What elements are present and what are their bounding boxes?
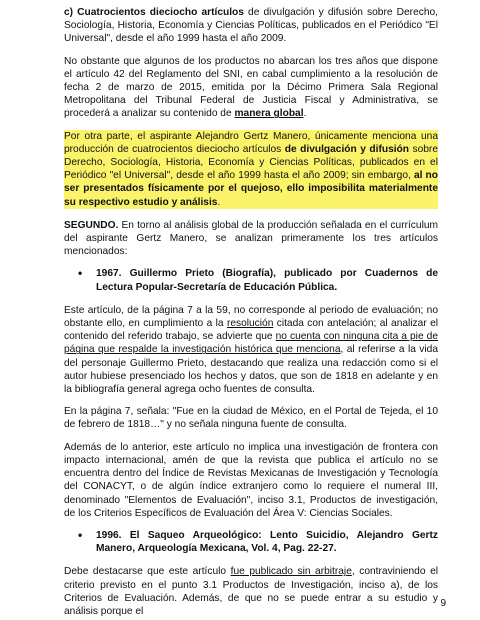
paragraph-additionally: Además de lo anterior, este artículo no implica una investigación de frontera con impacto internacional, amén de que la revista que publica el artículo no se encuentra dentro del Índice de Revistas Mexicanas de Investigación y Tecnología del CONACYT, o de algún índice extranjero como lo requiere el numeral III, denominado "Elementos de Evaluación", inciso 3.1, Productos de investigación, de los Criterios Específicos de Evaluación del Área V: Ciencias Sociales.: [64, 441, 438, 519]
paragraph-text: En torno al análisis global de la producción señalada en el currículum del aspirante Gertz Manero, se analizan primeramente los tres artículos mencionados:: [64, 219, 438, 258]
emphasis-text: de divulgación y difusión: [284, 143, 410, 155]
paragraph-text: , contraviniendo el criterio previsto en el punto 3.1 Productos de Investigación, inciso a), de los Criterios de Evaluación. Además, de que no se puede entrar a su estudio y análisis porque el: [64, 566, 438, 617]
underlined-text: no cuenta con ninguna cita a pie de página que respalde la investigación histórica que menciona: [64, 331, 438, 356]
paragraph-text: citada con antelación; al analizar el contenido del referido trabajo, se advierte que: [64, 318, 439, 343]
bullet-item-1967: [72, 267, 438, 293]
paragraph-text: sobre Derecho, Sociología, Historia, Economía y Ciencias Políticas, publicados en el Periódico "el Universal", desde el año 1999 hasta el año 2009; sin embargo,: [64, 143, 438, 182]
highlighted-paragraph: [64, 130, 438, 209]
underlined-text: fue publicado sin arbitraje: [230, 566, 352, 578]
paragraph-page-7: En la página 7, señala: "Fue en la ciudad de México, en el Portal de Tejeda, el 10 de febrero de 1818…" y no señala ninguna fuente de consulta.: [64, 406, 438, 431]
paragraph-text: Por otra parte, el aspirante Alejandro Gertz Manero, únicamente menciona una producción de cuatrocientos dieciocho artículos: [64, 130, 438, 155]
paragraph-global-analysis: [64, 55, 438, 121]
paragraph-text: No obstante que algunos de los productos no abarcan los tres años que dispone el artículo 42 del Reglamento del SNI, en cabal cumplimiento a la resolución de fecha 2 de marzo de 2015, emitida por la Décimo Primera Sala Regional Metropolitana del Tribunal Federal de Justicia Fiscal y Administrativa, se procederá a analizar su contenido de: [64, 55, 438, 120]
paragraph-text: Este artículo, de la página 7 a la 59, no corresponde al periodo de evaluación; no obstante ello, en cumplimiento a la: [64, 304, 438, 330]
emphasis-text: al no ser presentados físicamente por el quejoso, ello imposibilita materialmente su respectivo estudio y análisis: [64, 170, 438, 208]
bullet-icon: •: [78, 527, 83, 542]
bullet-item-1996: [72, 529, 438, 555]
paragraph-text: de divulgación y difusión sobre Derecho, Sociología, Historia, Economía y Ciencias Políticas, publicados en el Periódico "El Universal", desde el año 1999 hasta el año 2009.: [64, 7, 438, 45]
paragraph-end: .: [303, 108, 307, 120]
bullet-text: 1967. Guillermo Prieto (Biografía), publicado por Cuadernos de Lectura Popular-Secretaría de Educación Pública.: [96, 268, 438, 293]
paragraph-lead: c) Cuatrocientos dieciocho artículos: [64, 7, 244, 18]
paragraph-segundo: [64, 219, 438, 259]
paragraph-article-analysis: [64, 304, 438, 396]
paragraph-text: Debe destacarse que este artículo: [64, 566, 231, 578]
bullet-text: 1996. El Saqueo Arqueológico: Lento Suicidio, Alejandro Gertz Manero, Arqueología Mexicana, Vol. 4, Pag. 22-27.: [96, 529, 438, 555]
paragraph-text: , al referirse a la vida del personaje Guillermo Prieto, destacando que realiza una redacción como si el autor hubiese presenciado los hechos y datos, que son de 1818 en adelante y en la bibliografía general agrega ocho fuentes de consulta.: [64, 344, 438, 396]
paragraph-no-arbitration: [64, 565, 438, 618]
paragraph-c-articles: [64, 6, 438, 46]
page-number: 9: [440, 597, 446, 609]
bullet-icon: •: [78, 266, 83, 281]
paragraph-lead: SEGUNDO.: [64, 219, 119, 231]
paragraph-end: .: [217, 196, 221, 208]
underlined-text: resolución: [226, 318, 274, 330]
emphasis-text: manera global: [234, 108, 304, 120]
